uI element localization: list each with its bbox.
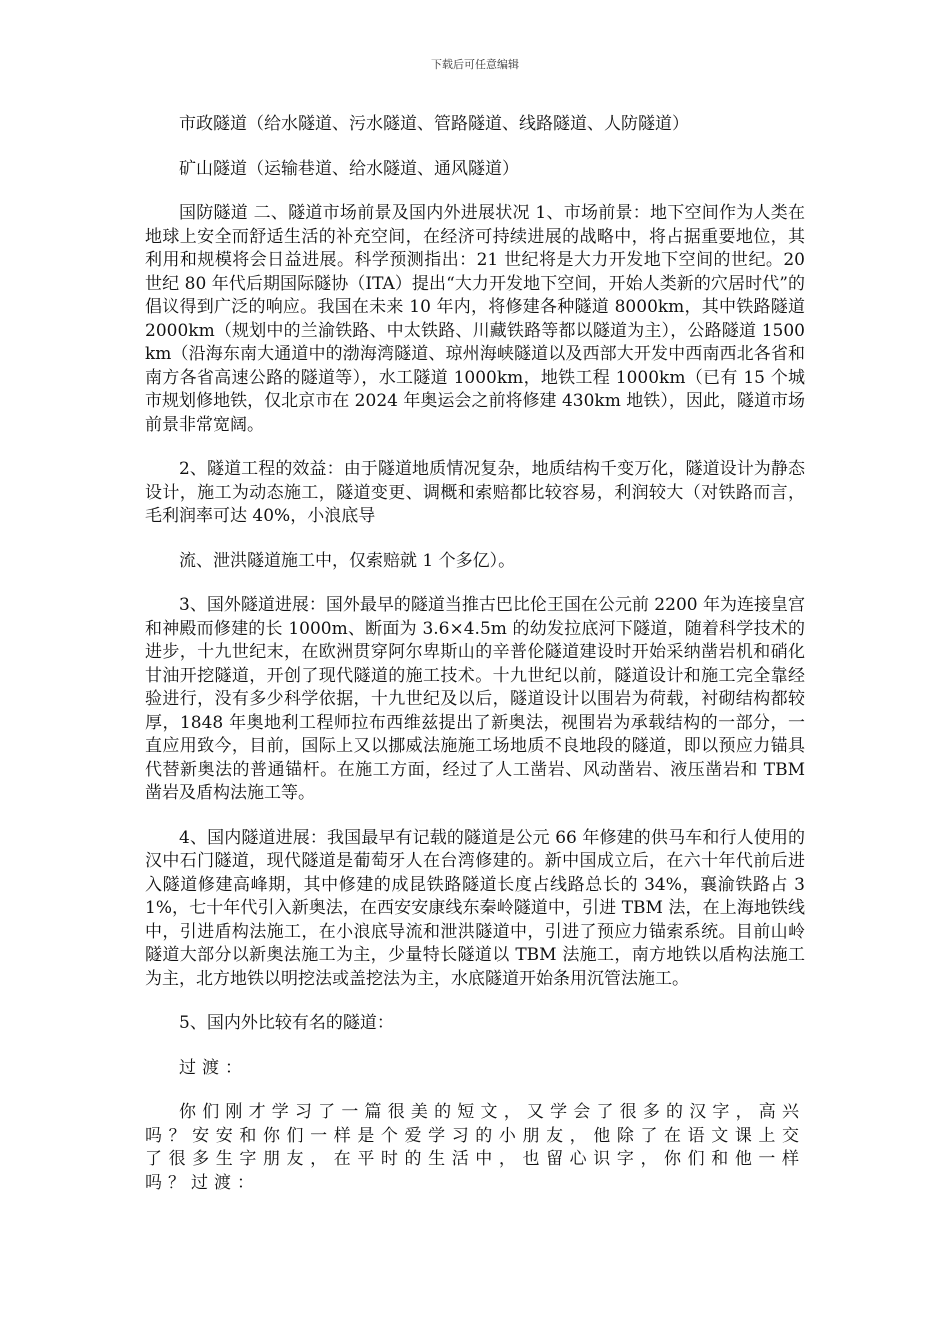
paragraph-foreign-development: 3、国外隧道进展：国外最早的隧道当推古巴比伦王国在公元前 2200 年为连接皇宫和神殿而修建的长 1000m、断面为 3.6×4.5m 的幼发拉底河下隧道，随着科学技术的进步，十九世纪末，在欧洲贯穿阿尔卑斯山的辛普伦隧道建设时开始采纳凿岩机和硝化甘油开挖隧道，开创了现代隧道的施工技术。十九世纪以前，隧道设计和施工完全靠经验进行，没有多少科学依据，十九世纪及以后，隧道设计以围岩为荷载，衬砌结构都较厚，1848 年奥地利工程师拉布西维兹提出了新奥法，视围岩为承载结构的一部分，一直应用致今，目前，国际上又以挪威法施施工场地质不良地段的隧道，即以预应力锚具代替新奥法的普通锚杆。在施工方面，经过了人工凿岩、风动凿岩、液压凿岩和 TBM 凿岩及盾构法施工等。 — [145, 595, 805, 803]
paragraph-domestic-development: 4、国内隧道进展：我国最早有记载的隧道是公元 66 年修建的供马车和行人使用的汉中石门隧道，现代隧道是葡萄牙人在台湾修建的。新中国成立后，在六十年代前后进入隧道修建高峰期，其中修建的成昆铁路隧道长度占线路总长的 34%，襄渝铁路占 31%，七十年代引入新奥法，在西安安康线东秦岭隧道中，引进 TBM 法，在上海地铁线中，引进盾构法施工，在小浪底导流和泄洪隧道中，引进了预应力锚索系统。目前山岭隧道大部分以新奥法施工为主，少量特长隧道以 TBM 法施工，南方地铁以盾构法施工为主，北方地铁以明挖法或盖挖法为主，水底隧道开始条用沉管法施工。 — [145, 827, 805, 989]
paragraph-benefits-continued: 流、泄洪隧道施工中，仅索赔就 1 个多亿）。 — [179, 550, 516, 571]
paragraph-transition: 过渡： — [179, 1057, 248, 1078]
paragraph-lesson-text: 你们刚才学习了一篇很美的短文，又学会了很多的汉字，高兴吗？安安和你们一样是个爱学习的小朋友，他除了在语文课上交了很多生字朋友，在平时的生活中，也留心识字，你们和他一样吗？过渡： — [145, 1102, 805, 1193]
paragraph-tunnel-benefits: 2、隧道工程的效益：由于隧道地质情况复杂，地质结构千变万化，隧道设计为静态设计，施工为动态施工，隧道变更、调概和索赔都比较容易，利润较大（对铁路而言，毛利润率可达 40%，小浪底导 — [145, 459, 805, 526]
paragraph-famous-tunnels: 5、国内外比较有名的隧道： — [179, 1013, 394, 1033]
paragraph-municipal-tunnels: 市政隧道（给水隧道、污水隧道、管路隧道、线路隧道、人防隧道） — [179, 114, 689, 134]
paragraph-mining-tunnels: 矿山隧道（运输巷道、给水隧道、通风隧道） — [179, 158, 519, 179]
paragraph-market-prospects: 国防隧道 二、隧道市场前景及国内外进展状况 1、市场前景：地下空间作为人类在地球上安全而舒适生活的补充空间，在经济可持续进展的战略中，将占据重要地位，其利用和规模将会日益进展。科学预测指出：21 世纪将是大力开发地下空间的世纪。20 世纪 80 年代后期国际隧协（ITA）提出“大力开发地下空间，开始人类新的穴居时代”的倡议得到广泛的响应。我国在未来 10 年内，将修建各种隧道 8000km，其中铁路隧道 2000km（规划中的兰渝铁路、中太铁路、川藏铁路等都以隧道为主），公路隧道 1500km（沿海东南大通道中的渤海湾隧道、琼州海峡隧道以及西部大开发中西南西北各省和南方各省高速公路的隧道等），水工隧道 1000km，地铁工程 1000km（已有 15 个城市规划修地铁，仅北京市在 2024 年奥运会之前将修建 430km 地铁），因此，隧道市场前景非常宽阔。 — [145, 203, 805, 435]
document-body — [145, 113, 805, 1216]
page-header: 下载后可任意编辑 — [431, 58, 519, 71]
